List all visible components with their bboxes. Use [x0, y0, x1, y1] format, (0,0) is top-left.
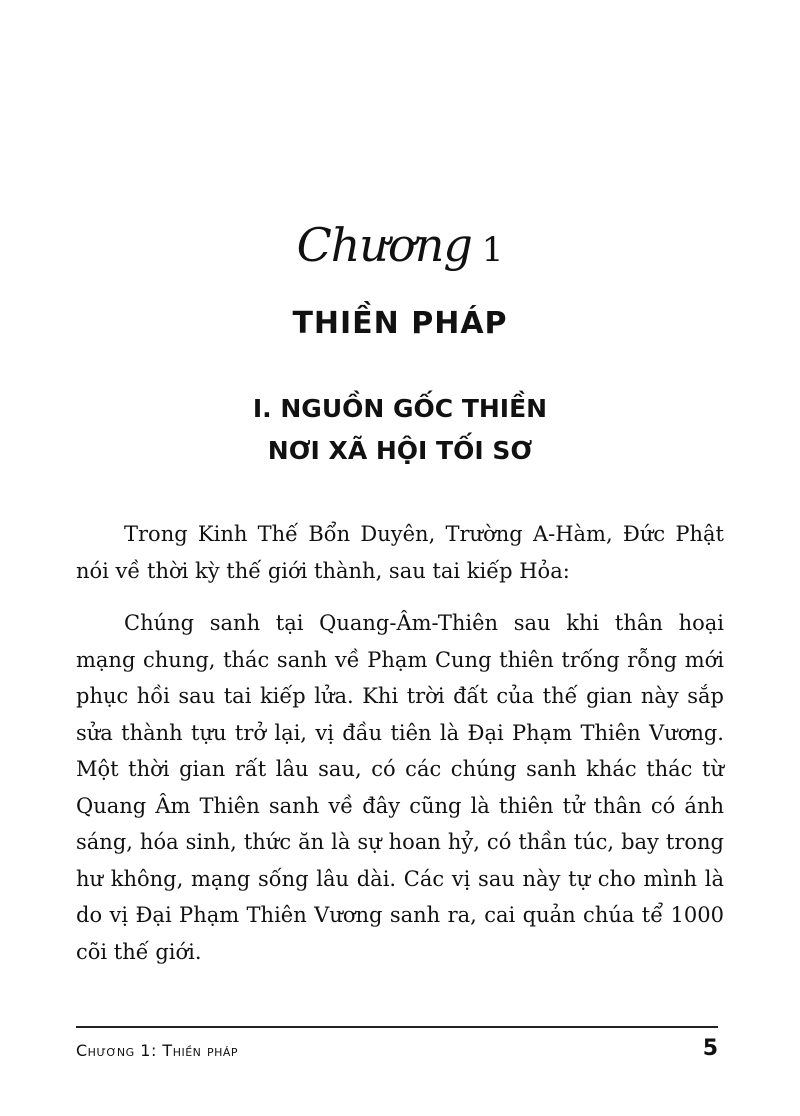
running-head: Chương 1: Thiền pháp [76, 1041, 239, 1060]
page-number: 5 [702, 1036, 718, 1061]
section-heading-line-2: NƠI XÃ HỘI TỐI SƠ [267, 436, 533, 465]
body-paragraph-2: Chúng sanh tại Quang-Âm-Thiên sau khi thân hoại mạng chung, thác sanh về Phạm Cung thiên trống rỗng mới phục hồi sau tai kiếp lửa. Khi trời đất của thế gian này sắp sửa thành tựu trở lại, vị đầu tiên là Đại Phạm Thiên Vương. Một thời gian rất lâu sau, có các chúng sanh khác thác từ Quang Âm Thiên sanh về đây cũng là thiên tử thân có ánh sáng, hóa sinh, thức ăn là sự hoan hỷ, có thần túc, bay trong hư không, mạng sống lâu dài. Các vị sau này tự cho mình là do vị Đại Phạm Thiên Vương sanh ra, cai quản chúa tể 1000 cõi thế giới. [76, 611, 724, 964]
chapter-heading [0, 218, 800, 272]
chapter-number: 1 [481, 230, 504, 270]
section-heading [0, 388, 800, 472]
footer-rule [76, 1026, 718, 1028]
chapter-word: Chương [296, 218, 472, 272]
chapter-title: THIỀN PHÁP [292, 306, 508, 341]
section-heading-line-1: I. NGUỒN GỐC THIỀN [252, 394, 548, 423]
body-paragraph-1: Trong Kinh Thế Bổn Duyên, Trường A-Hàm, Đức Phật nói về thời kỳ thế giới thành, sau tai kiếp Hỏa: [76, 522, 724, 583]
